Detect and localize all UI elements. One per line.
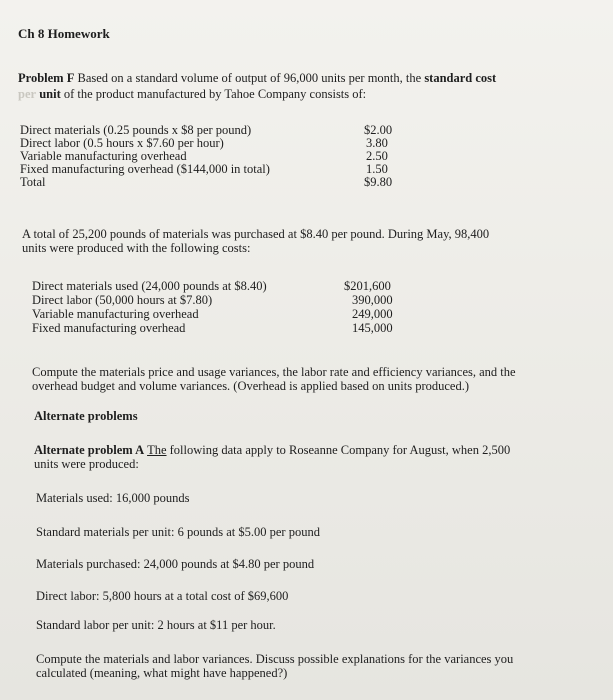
alternate-a-label: Alternate problem A [34,443,145,457]
problem-f-intro-line1: Based on a standard volume of output of 96,000 units per month, the [77,71,422,85]
final-line2: calculated (meaning, what might have happened?) [36,666,288,680]
actual-row-label: Direct materials used (24,000 pounds at $8.40) [32,279,267,293]
purchase-paragraph [22,226,602,256]
alternate-item: Materials used: 16,000 pounds [36,491,190,505]
problem-f-per: per [18,87,37,101]
actual-row-label: Variable manufacturing overhead [32,307,199,321]
compute-line2: overhead budget and volume variances. (Overhead is applied based on units produced.) [32,379,470,393]
alternate-a-line2: units were produced: [34,457,139,471]
alternate-heading: Alternate problems [34,409,138,423]
cost-row-value: 1.50 [366,162,388,176]
problem-f-intro [18,70,608,102]
compute-line1: Compute the materials price and usage variances, the labor rate and efficiency variances, and the [32,365,516,379]
final-paragraph [36,651,606,681]
actual-row-label: Fixed manufacturing overhead [32,321,186,335]
alternate-a-line1: following data apply to Roseanne Company for August, when 2,500 [169,443,511,457]
actual-row-value: $201,600 [344,279,391,293]
alternate-item: Direct labor: 5,800 hours at a total cost of $69,600 [36,589,289,603]
compute-paragraph [32,364,607,394]
cost-row-label: Direct materials (0.25 pounds x $8 per pound) [20,123,252,137]
purchase-line2: units were produced with the following costs: [22,241,251,255]
problem-f-intro-line2: of the product manufactured by Tahoe Company consists of: [63,87,367,101]
cost-row-value: 2.50 [366,149,388,163]
page-title: Ch 8 Homework [18,26,110,41]
cost-row-value: $9.80 [364,175,393,189]
alternate-item: Standard materials per unit: 6 pounds at $5.00 per pound [36,525,320,539]
actual-row-value: 145,000 [352,321,393,335]
actual-row-value: 390,000 [352,293,393,307]
actual-row-label: Direct labor (50,000 hours at $7.80) [32,293,213,307]
cost-row-value: $2.00 [364,123,393,137]
cost-row-label: Fixed manufacturing overhead ($144,000 in total) [20,162,270,176]
cost-row-value: 3.80 [366,136,388,150]
alternate-a-paragraph [34,442,604,472]
actual-row-value: 249,000 [352,307,393,321]
cost-row-label: Direct labor (0.5 hours x $7.60 per hour) [20,136,224,150]
alternate-a-the: The [147,443,167,457]
cost-row-label: Variable manufacturing overhead [20,149,187,163]
problem-f-label: Problem F [18,71,75,85]
final-line1: Compute the materials and labor variances. Discuss possible explanations for the variances you [36,652,514,666]
cost-row-label: Total [20,175,46,189]
alternate-item: Materials purchased: 24,000 pounds at $4.80 per pound [36,557,315,571]
problem-f-unit: unit [39,87,61,101]
problem-f-standard-cost: standard cost [424,71,497,85]
alternate-item: Standard labor per unit: 2 hours at $11 per hour. [36,618,276,632]
purchase-line1: A total of 25,200 pounds of materials was purchased at $8.40 per pound. During May, 98,400 [22,227,490,241]
